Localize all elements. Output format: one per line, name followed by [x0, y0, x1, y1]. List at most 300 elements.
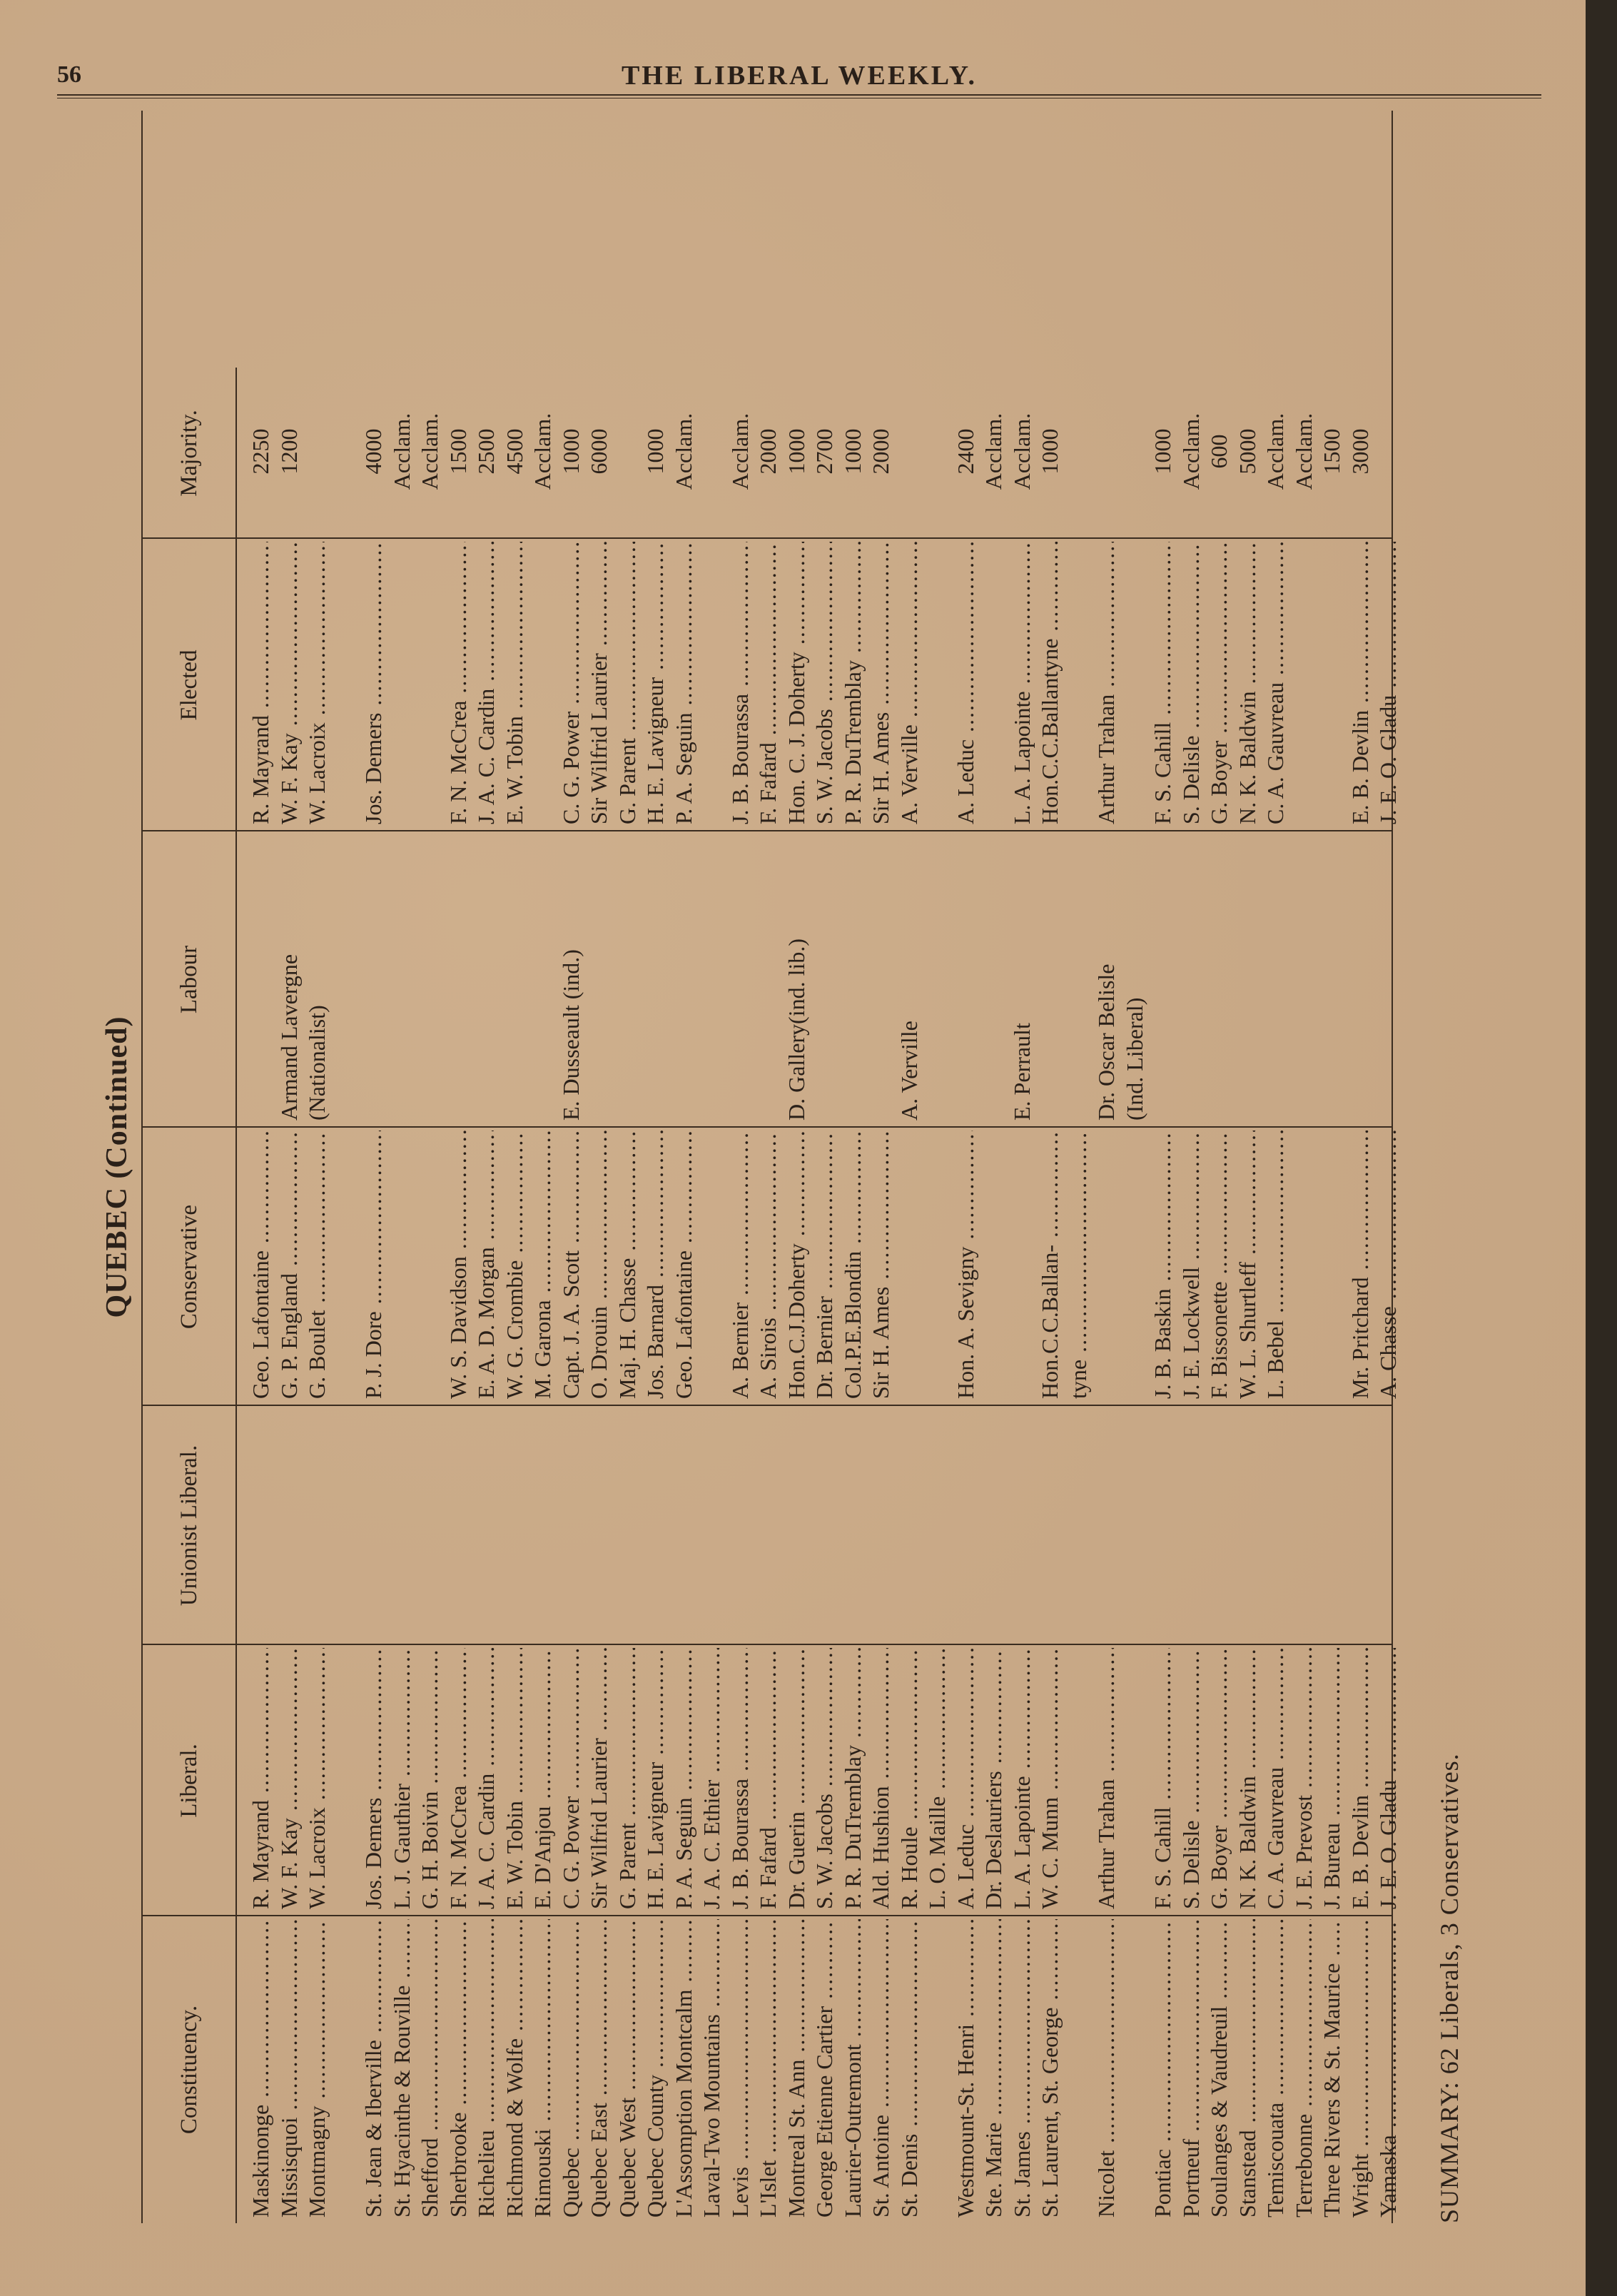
cell-labour — [1205, 835, 1233, 1121]
cell-labour — [584, 835, 613, 1121]
cell-liberal: S. Delisle ..... — [1177, 1648, 1205, 1909]
table-row — [866, 111, 895, 2223]
cell-majority: Acclam. — [388, 413, 415, 490]
cell-elected: F. N. McCrea ..... — [444, 542, 472, 824]
cell-labour — [444, 835, 472, 1121]
page-number: 56 — [57, 61, 81, 88]
cell-unionist-liberal — [1346, 1410, 1374, 1638]
column-header-unionist-liberal: Unionist Liberal. — [143, 1406, 237, 1645]
table-row — [1289, 111, 1318, 2223]
table-row — [1008, 111, 1036, 2223]
table-row — [1233, 111, 1262, 2223]
table-row — [359, 111, 387, 2223]
cell-labour — [1177, 835, 1205, 1121]
cell-elected: G. Boyer ..... — [1205, 542, 1233, 824]
cell-liberal: C. G. Power ..... — [557, 1648, 585, 1909]
cell-conservative: J. B. Baskin ..... — [1148, 1131, 1177, 1399]
cell-elected: W. F. Kay ..... — [275, 542, 303, 824]
cell-conservative: P. J. Dore ..... — [359, 1131, 387, 1399]
table-row — [528, 111, 557, 2223]
cell-elected: W. Lacroix ..... — [303, 542, 331, 824]
cell-constituency: Montmagny ..... — [303, 1919, 331, 2217]
cell-majority: 1000 — [557, 428, 584, 475]
cell-liberal: S. W. Jacobs ..... — [810, 1648, 838, 1909]
cell-unionist-liberal — [331, 1410, 360, 1638]
cell-labour: E. Perrault — [1008, 1023, 1035, 1121]
table-row — [838, 111, 867, 2223]
cell-liberal — [331, 1648, 360, 1909]
table-row — [1205, 111, 1233, 2223]
table-row — [754, 111, 782, 2223]
cell-labour — [1289, 835, 1318, 1121]
cell-constituency: Maskinonge ..... — [246, 1919, 275, 2217]
cell-labour — [1035, 835, 1064, 1121]
cell-liberal: P. R. DuTremblay ..... — [838, 1648, 867, 1909]
summary-line: SUMMARY: 62 Liberals, 3 Conservatives. — [1435, 1753, 1464, 2223]
cell-unionist-liberal — [387, 1410, 416, 1638]
cell-unionist-liberal — [838, 1410, 867, 1638]
column-header-constituency: Constituency. — [143, 1916, 237, 2223]
table-row — [1261, 111, 1289, 2223]
cell-constituency: Quebec County ..... — [641, 1919, 669, 2217]
cell-majority — [1374, 371, 1402, 532]
table-row — [613, 111, 642, 2223]
cell-elected: P. R. DuTremblay ..... — [838, 542, 867, 824]
table-row — [1177, 111, 1205, 2223]
cell-liberal: J. A. C. Cardin ..... — [472, 1648, 500, 1909]
cell-majority: Acclam. — [1290, 413, 1317, 490]
table-row — [1120, 111, 1149, 2223]
cell-unionist-liberal — [246, 1410, 275, 1638]
cell-unionist-liberal — [979, 1410, 1008, 1638]
cell-conservative: O. Drouin ..... — [584, 1131, 613, 1399]
cell-labour — [866, 835, 895, 1121]
cell-conservative: G. Boulet ..... — [303, 1131, 331, 1399]
cell-majority: 1500 — [1319, 428, 1344, 475]
cell-unionist-liberal — [641, 1410, 669, 1638]
cell-elected: G. Parent ..... — [613, 542, 642, 824]
cell-constituency — [331, 1919, 360, 2217]
cell-constituency: Laval-Two Mountains ..... — [697, 1919, 726, 2217]
cell-liberal: J. A. C. Ethier ..... — [697, 1648, 726, 1909]
cell-constituency: Richelieu ..... — [472, 1919, 500, 2217]
cell-conservative: Jos. Barnard ..... — [641, 1131, 669, 1399]
cell-labour — [387, 835, 416, 1121]
cell-labour — [726, 835, 754, 1121]
cell-constituency: Wright ..... — [1346, 1919, 1374, 2217]
cell-conservative: M. Garona ..... — [528, 1131, 557, 1399]
cell-majority: 2000 — [755, 428, 781, 475]
cell-majority — [331, 371, 360, 532]
cell-elected: S. W. Jacobs ..... — [810, 542, 838, 824]
cell-majority — [613, 371, 642, 532]
cell-labour: D. Gallery(ind. lib.) — [783, 938, 809, 1121]
cell-unionist-liberal — [1008, 1410, 1036, 1638]
cell-conservative: Col.P.E.Blondin ..... — [838, 1131, 867, 1399]
cell-conservative — [1120, 1131, 1149, 1399]
cell-labour — [1261, 835, 1289, 1121]
cell-liberal: N. K. Baldwin ..... — [1233, 1648, 1262, 1909]
cell-constituency: St. James ..... — [1008, 1919, 1036, 2217]
cell-liberal: J. B. Bourassa ..... — [726, 1648, 754, 1909]
table-row — [246, 111, 275, 2223]
cell-majority — [1120, 371, 1149, 532]
cell-elected: J. E. O. Gladu ..... — [1374, 542, 1402, 824]
table-row — [303, 111, 331, 2223]
journal-title: THE LIBERAL WEEKLY. — [621, 61, 978, 91]
cell-constituency: L'Islet ..... — [754, 1919, 782, 2217]
cell-conservative — [387, 1131, 416, 1399]
cell-majority: 1500 — [445, 428, 471, 475]
cell-elected: F. S. Cahill ..... — [1148, 542, 1177, 824]
cell-majority: 1000 — [1037, 428, 1063, 475]
cell-elected — [1064, 542, 1093, 824]
cell-labour — [810, 835, 838, 1121]
cell-unionist-liberal — [613, 1410, 642, 1638]
cell-constituency: Missisquoi ..... — [275, 1919, 303, 2217]
cell-liberal: L. O. Maille ..... — [923, 1648, 951, 1909]
cell-liberal: G. H. Boivin ..... — [415, 1648, 444, 1909]
cell-unionist-liberal — [810, 1410, 838, 1638]
cell-majority: 4000 — [360, 428, 386, 475]
table-row — [669, 111, 698, 2223]
cell-constituency: Laurier-Outremont ..... — [838, 1919, 867, 2217]
running-head — [57, 56, 1541, 98]
cell-labour — [331, 835, 360, 1121]
cell-conservative: A. Sirois ..... — [754, 1131, 782, 1399]
cell-liberal: Jos. Demers ..... — [359, 1648, 387, 1909]
cell-liberal: E. B. Devlin ..... — [1346, 1648, 1374, 1909]
cell-majority — [303, 371, 331, 532]
cell-majority — [1064, 371, 1093, 532]
cell-conservative: F. Bissonette ..... — [1205, 1131, 1233, 1399]
table-row — [641, 111, 669, 2223]
cell-constituency: Rimouski ..... — [528, 1919, 557, 2217]
table-row — [697, 111, 726, 2223]
cell-unionist-liberal — [895, 1410, 923, 1638]
cell-elected: A. Verville ..... — [895, 542, 923, 824]
table-row — [415, 111, 444, 2223]
cell-majority — [895, 371, 923, 532]
table-row — [1148, 111, 1177, 2223]
cell-majority: Acclam. — [670, 413, 696, 490]
table-row — [895, 111, 923, 2223]
cell-unionist-liberal — [1064, 1410, 1093, 1638]
cell-conservative: W. G. Crombie ..... — [500, 1131, 529, 1399]
cell-unionist-liberal — [923, 1410, 951, 1638]
cell-elected: H. E. Lavigneur ..... — [641, 542, 669, 824]
cell-conservative — [979, 1131, 1008, 1399]
cell-majority: 1000 — [783, 428, 809, 475]
page-edge-shadow — [1586, 0, 1617, 2296]
cell-liberal: J. E. O. Gladu ..... — [1374, 1648, 1402, 1909]
cell-constituency: Soulanges & Vaudreuil ..... — [1205, 1919, 1233, 2217]
cell-conservative: Hon.C.C.Ballan- ..... — [1035, 1131, 1064, 1399]
cell-liberal: E. W. Tobin ..... — [500, 1648, 529, 1909]
cell-unionist-liberal — [754, 1410, 782, 1638]
table-row — [1092, 111, 1120, 2223]
cell-labour — [838, 835, 867, 1121]
cell-conservative: Geo. Lafontaine ..... — [246, 1131, 275, 1399]
cell-conservative: A. Chasse ..... — [1374, 1131, 1402, 1399]
cell-conservative: J. E. Lockwell ..... — [1177, 1131, 1205, 1399]
section-title: QUEBEC (Continued) — [101, 1016, 133, 1318]
cell-labour — [1233, 835, 1262, 1121]
cell-labour: (Ind. Liberal) — [1121, 997, 1147, 1121]
cell-majority: 600 — [1206, 434, 1232, 469]
cell-liberal: H. E. Lavigneur ..... — [641, 1648, 669, 1909]
cell-conservative: E. A. D. Morgan ..... — [472, 1131, 500, 1399]
table-row — [1374, 111, 1402, 2223]
cell-constituency: L'Assomption Montcalm ..... — [669, 1919, 698, 2217]
cell-liberal: J. Bureau ..... — [1317, 1648, 1346, 1909]
cell-labour — [1064, 835, 1093, 1121]
cell-unionist-liberal — [1205, 1410, 1233, 1638]
table-row — [557, 111, 585, 2223]
cell-elected — [697, 542, 726, 824]
cell-unionist-liberal — [1120, 1410, 1149, 1638]
cell-constituency: St. Laurent, St. George ..... — [1035, 1919, 1064, 2217]
cell-constituency: Shefford ..... — [415, 1919, 444, 2217]
cell-unionist-liberal — [782, 1410, 811, 1638]
cell-unionist-liberal — [275, 1410, 303, 1638]
cell-labour — [1148, 835, 1177, 1121]
cell-conservative: Geo. Lafontaine ..... — [669, 1131, 698, 1399]
table-row — [331, 111, 360, 2223]
cell-unionist-liberal — [500, 1410, 529, 1638]
cell-unionist-liberal — [1261, 1410, 1289, 1638]
cell-labour — [754, 835, 782, 1121]
cell-conservative — [415, 1131, 444, 1399]
cell-labour — [246, 835, 275, 1121]
cell-conservative — [331, 1131, 360, 1399]
cell-elected — [979, 542, 1008, 824]
cell-liberal: E. D'Anjou ..... — [528, 1648, 557, 1909]
cell-majority: Acclam. — [1177, 413, 1204, 490]
column-header-conservative: Conservative — [143, 1128, 237, 1406]
cell-majority: 2500 — [473, 428, 499, 475]
cell-labour — [669, 835, 698, 1121]
cell-conservative: Hon. A. Sevigny ..... — [951, 1131, 980, 1399]
cell-majority: 5000 — [1234, 428, 1260, 475]
cell-conservative: Capt. J. A. Scott ..... — [557, 1131, 585, 1399]
cell-labour: Dr. Oscar Belisle — [1093, 964, 1119, 1121]
cell-elected: Hon.C.C.Ballantyne ..... — [1035, 542, 1064, 824]
cell-conservative: W. S. Davidson ..... — [444, 1131, 472, 1399]
table-row — [1346, 111, 1374, 2223]
cell-conservative: W. L. Shurtleff ..... — [1233, 1131, 1262, 1399]
table-row — [979, 111, 1008, 2223]
cell-labour: A. Verville — [896, 1021, 922, 1121]
cell-unionist-liberal — [584, 1410, 613, 1638]
cell-constituency: Pontiac ..... — [1148, 1919, 1177, 2217]
table-row — [810, 111, 838, 2223]
cell-majority: Acclam. — [1008, 413, 1035, 490]
cell-liberal: W. C. Munn ..... — [1035, 1648, 1064, 1909]
cell-constituency: Westmount-St. Henri ..... — [951, 1919, 980, 2217]
cell-liberal: W. F. Kay ..... — [275, 1648, 303, 1909]
cell-constituency: Richmond & Wolfe ..... — [500, 1919, 529, 2217]
cell-elected: A. Leduc ..... — [951, 542, 980, 824]
cell-constituency — [1064, 1919, 1093, 2217]
cell-labour — [641, 835, 669, 1121]
column-header-majority: Majority. — [143, 368, 237, 539]
cell-conservative — [1289, 1131, 1318, 1399]
cell-unionist-liberal — [1092, 1410, 1120, 1638]
cell-majority: 2000 — [868, 428, 893, 475]
cell-conservative: L. Bebel ..... — [1261, 1131, 1289, 1399]
header-rule — [57, 94, 1541, 98]
cell-labour: Armand Lavergne — [275, 954, 302, 1121]
cell-majority: 2400 — [952, 428, 978, 475]
cell-labour — [1317, 835, 1346, 1121]
cell-majority — [697, 371, 726, 532]
cell-labour — [472, 835, 500, 1121]
cell-labour — [697, 835, 726, 1121]
cell-liberal: C. A. Gauvreau ..... — [1261, 1648, 1289, 1909]
cell-constituency: Quebec West ..... — [613, 1919, 642, 2217]
cell-labour — [528, 835, 557, 1121]
cell-liberal: L. A. Lapointe ..... — [1008, 1648, 1036, 1909]
cell-unionist-liberal — [697, 1410, 726, 1638]
table-row — [444, 111, 472, 2223]
cell-constituency: George Etienne Cartier ..... — [810, 1919, 838, 2217]
cell-majority: 6000 — [586, 428, 612, 475]
cell-constituency: Ste. Marie ..... — [979, 1919, 1008, 2217]
cell-unionist-liberal — [444, 1410, 472, 1638]
cell-majority: Acclam. — [529, 413, 555, 490]
cell-elected — [387, 542, 416, 824]
cell-unionist-liberal — [1317, 1410, 1346, 1638]
cell-labour — [923, 835, 951, 1121]
cell-liberal: P. A. Seguin ..... — [669, 1648, 698, 1909]
cell-constituency: Yamaska ..... — [1374, 1919, 1402, 2217]
cell-elected: E. B. Devlin ..... — [1346, 542, 1374, 824]
cell-elected — [1317, 542, 1346, 824]
cell-liberal: F. N. McCrea ..... — [444, 1648, 472, 1909]
cell-constituency: St. Denis ..... — [895, 1919, 923, 2217]
cell-constituency: Sherbrooke ..... — [444, 1919, 472, 2217]
cell-majority: Acclam. — [980, 413, 1006, 490]
cell-liberal: J. E. Prevost ..... — [1289, 1648, 1318, 1909]
cell-elected: L. A. Lapointe ..... — [1008, 542, 1036, 824]
cell-elected: S. Delisle ..... — [1177, 542, 1205, 824]
cell-elected: F. Fafard ..... — [754, 542, 782, 824]
cell-liberal: G. Parent ..... — [613, 1648, 642, 1909]
cell-liberal: L. J. Gauthier ..... — [387, 1648, 416, 1909]
cell-elected: J. A. C. Cardin ..... — [472, 542, 500, 824]
cell-elected — [415, 542, 444, 824]
cell-unionist-liberal — [669, 1410, 698, 1638]
cell-unionist-liberal — [1233, 1410, 1262, 1638]
cell-majority: 1000 — [1150, 428, 1175, 475]
cell-labour — [1374, 835, 1402, 1121]
cell-elected: Sir Wilfrid Laurier ..... — [584, 542, 613, 824]
table-row — [726, 111, 754, 2223]
cell-majority: Acclam. — [417, 413, 442, 490]
cell-constituency — [923, 1919, 951, 2217]
cell-labour — [415, 835, 444, 1121]
cell-constituency — [1120, 1919, 1149, 2217]
cell-unionist-liberal — [866, 1410, 895, 1638]
cell-conservative — [1008, 1131, 1036, 1399]
cell-conservative — [895, 1131, 923, 1399]
cell-elected: J. B. Bourassa ..... — [726, 542, 754, 824]
cell-liberal — [1120, 1648, 1149, 1909]
cell-liberal: Ald. Hushion ..... — [866, 1648, 895, 1909]
cell-conservative — [697, 1131, 726, 1399]
cell-constituency: Montreal St. Ann ..... — [782, 1919, 811, 2217]
cell-elected: R. Mayrand ..... — [246, 542, 275, 824]
cell-unionist-liberal — [415, 1410, 444, 1638]
cell-elected: C. A. Gauvreau ..... — [1261, 542, 1289, 824]
cell-conservative: Hon.C.J.Doherty ..... — [782, 1131, 811, 1399]
cell-conservative: A. Bernier ..... — [726, 1131, 754, 1399]
cell-labour: E. Dusseault (ind.) — [557, 949, 584, 1121]
cell-elected — [923, 542, 951, 824]
cell-liberal: F. S. Cahill ..... — [1148, 1648, 1177, 1909]
cell-majority — [1092, 371, 1120, 532]
table-row — [951, 111, 980, 2223]
cell-liberal: Dr. Deslauriers ..... — [979, 1648, 1008, 1909]
cell-constituency: St. Hyacinthe & Rouville ..... — [387, 1919, 416, 2217]
table-row — [472, 111, 500, 2223]
table-row — [500, 111, 529, 2223]
cell-elected — [1289, 542, 1318, 824]
cell-constituency: St. Jean & Iberville ..... — [359, 1919, 387, 2217]
cell-majority: 1000 — [642, 428, 668, 475]
cell-majority: 2250 — [248, 428, 273, 475]
cell-constituency: Three Rivers & St. Maurice ..... — [1317, 1919, 1346, 2217]
cell-elected: P. A. Seguin ..... — [669, 542, 698, 824]
table-row — [1035, 111, 1064, 2223]
cell-conservative — [1317, 1131, 1346, 1399]
cell-liberal: Dr. Guerin ..... — [782, 1648, 811, 1909]
cell-liberal: A. Leduc ..... — [951, 1648, 980, 1909]
cell-elected: Arthur Trahan ..... — [1092, 542, 1120, 824]
cell-elected — [331, 542, 360, 824]
cell-conservative: Dr. Bernier ..... — [810, 1131, 838, 1399]
cell-unionist-liberal — [1035, 1410, 1064, 1638]
cell-constituency: Terrebonne ..... — [1289, 1919, 1318, 2217]
cell-majority: 4500 — [501, 428, 527, 475]
cell-majority: 3000 — [1347, 428, 1373, 475]
cell-conservative: tyne ..... — [1064, 1131, 1093, 1399]
table-row — [275, 111, 303, 2223]
cell-elected — [528, 542, 557, 824]
cell-unionist-liberal — [1177, 1410, 1205, 1638]
cell-elected: N. K. Baldwin ..... — [1233, 542, 1262, 824]
cell-liberal: Arthur Trahan ..... — [1092, 1648, 1120, 1909]
cell-constituency: St. Antoine ..... — [866, 1919, 895, 2217]
cell-unionist-liberal — [359, 1410, 387, 1638]
column-header-elected: Elected — [143, 539, 237, 831]
cell-unionist-liberal — [557, 1410, 585, 1638]
cell-labour: (Nationalist) — [304, 1005, 330, 1121]
cell-unionist-liberal — [1289, 1410, 1318, 1638]
cell-labour — [979, 835, 1008, 1121]
cell-conservative: Sir H. Ames ..... — [866, 1131, 895, 1399]
cell-unionist-liberal — [472, 1410, 500, 1638]
cell-unionist-liberal — [528, 1410, 557, 1638]
cell-constituency: Nicolet ..... — [1092, 1919, 1120, 2217]
cell-unionist-liberal — [1148, 1410, 1177, 1638]
cell-conservative: Maj. H. Chasse ..... — [613, 1131, 642, 1399]
cell-unionist-liberal — [1374, 1410, 1402, 1638]
table-row — [387, 111, 416, 2223]
cell-majority: 1000 — [839, 428, 866, 475]
table-row — [923, 111, 951, 2223]
